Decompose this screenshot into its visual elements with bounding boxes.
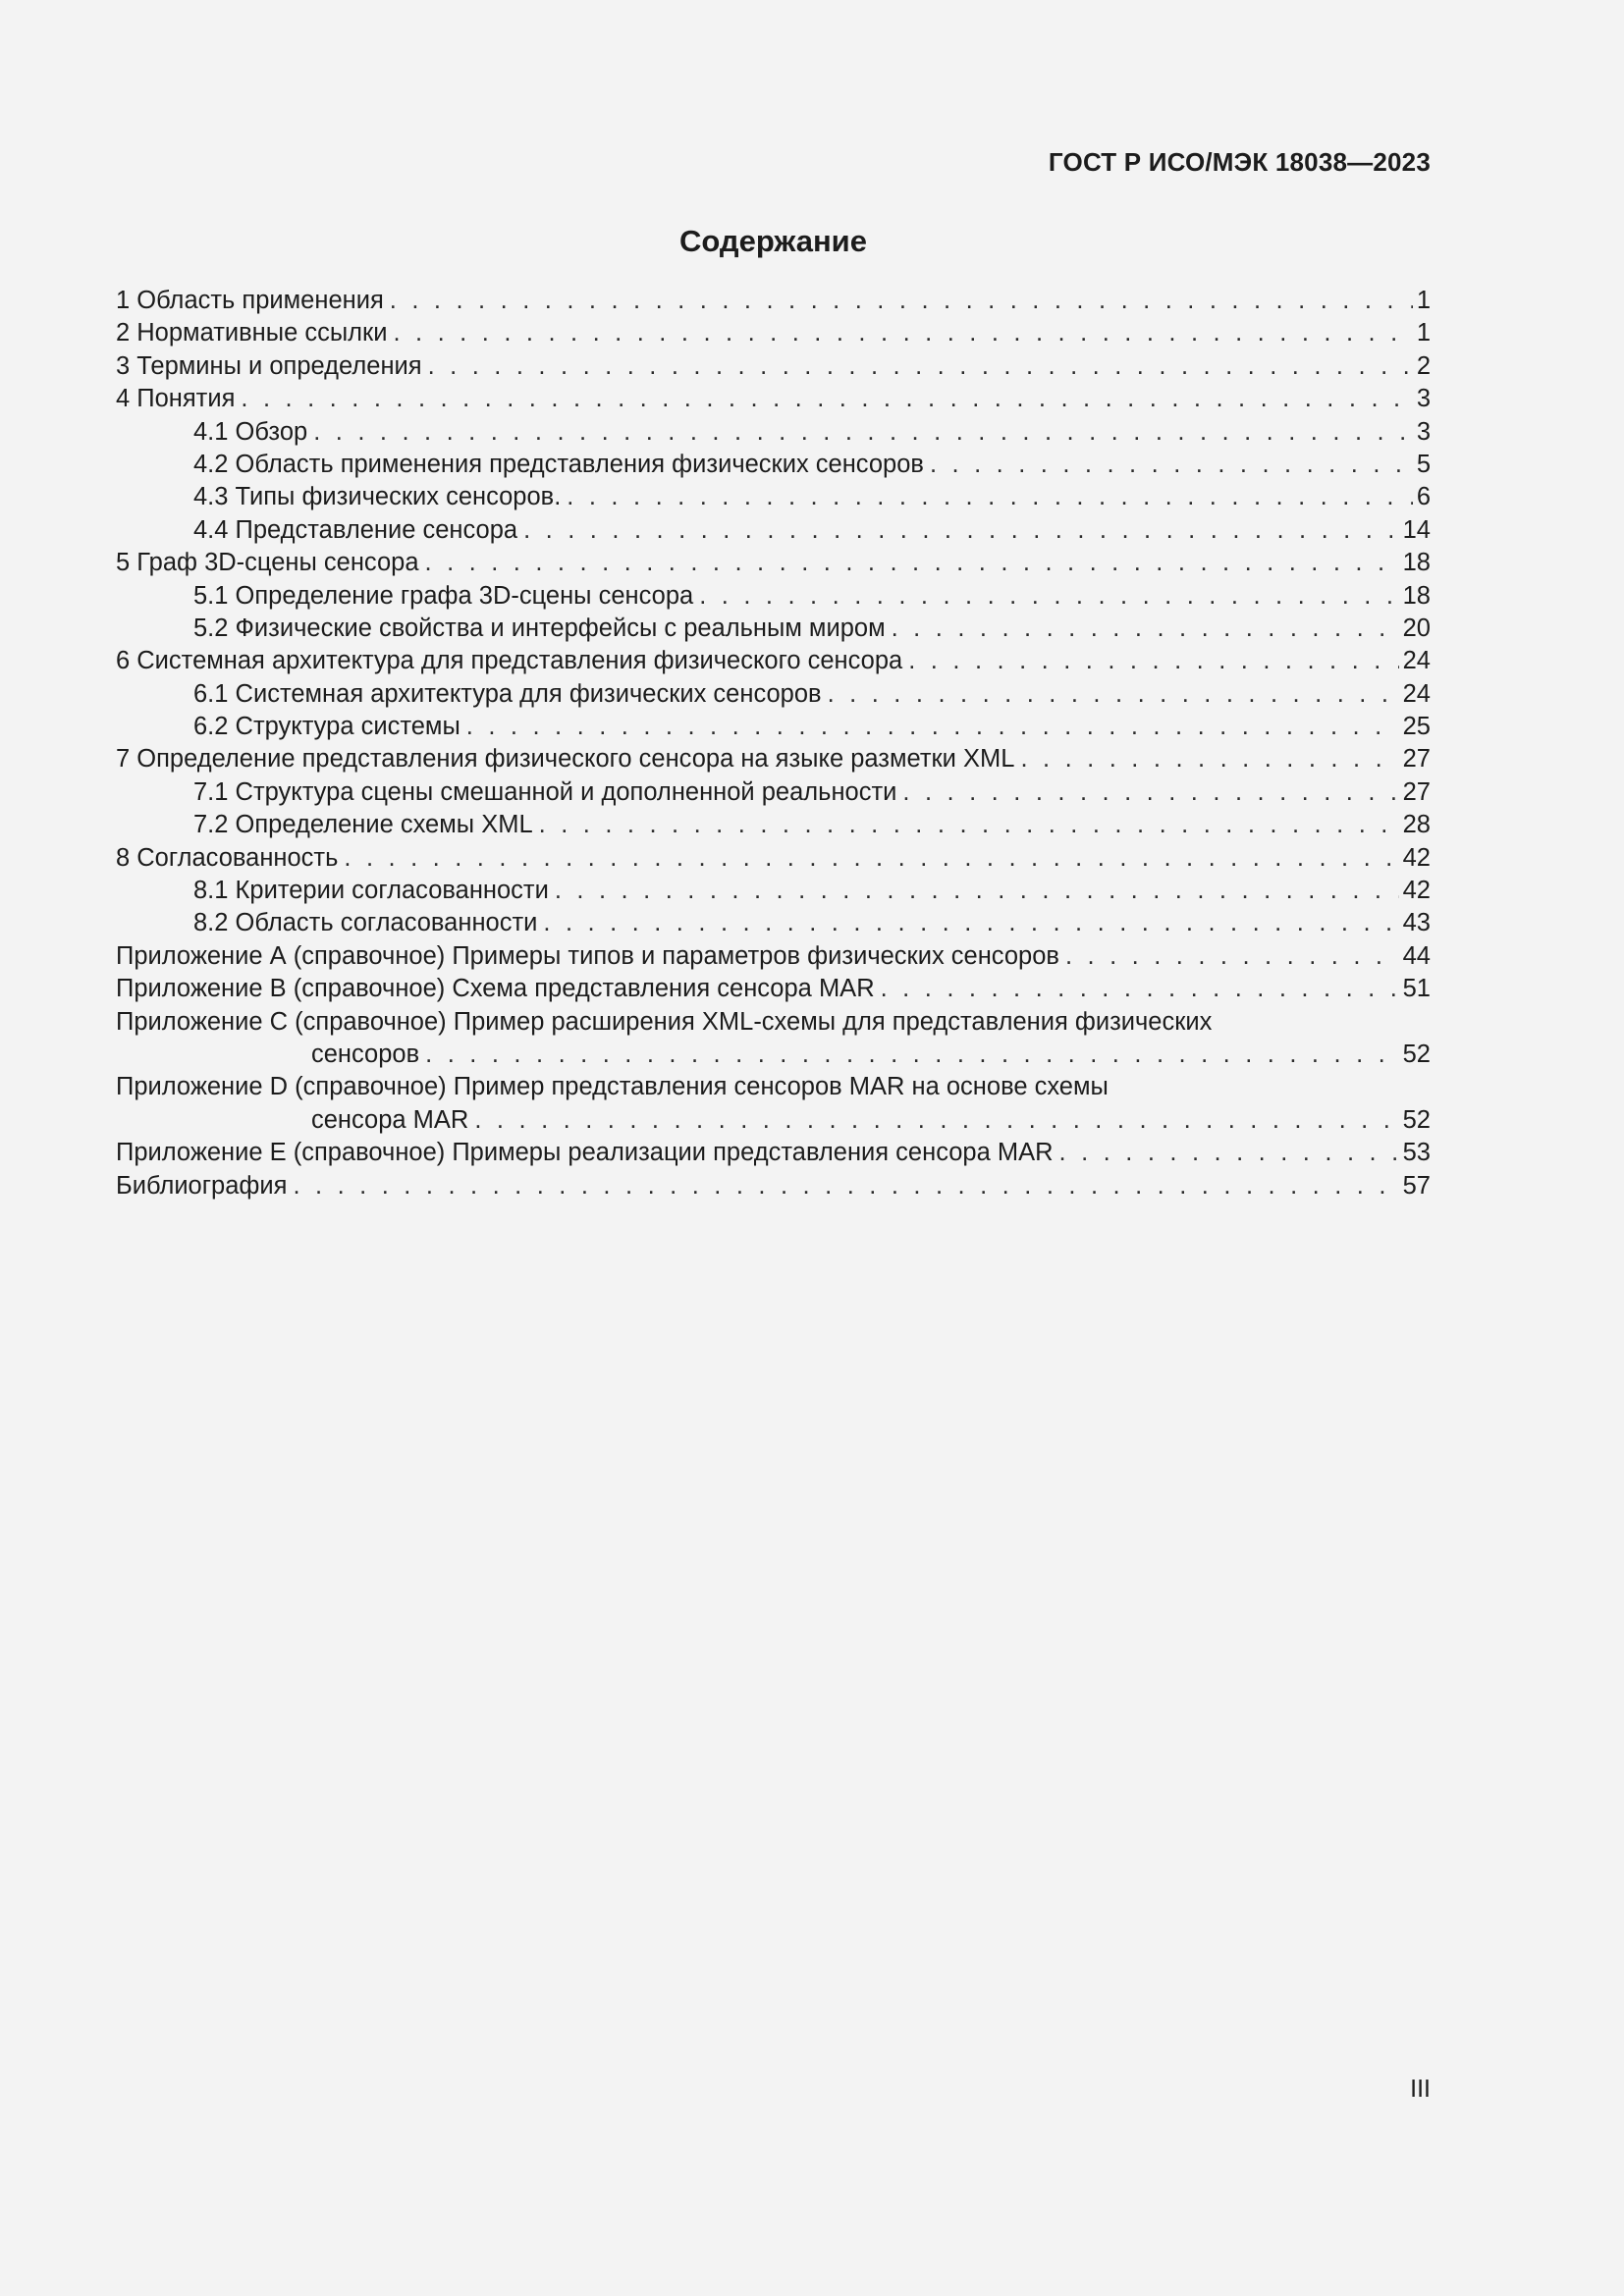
toc-entry[interactable] — [116, 547, 1431, 579]
toc-entry-label: 3 Термины и определения — [116, 351, 422, 380]
toc-leader-dots — [428, 350, 1413, 383]
toc-entry-page: 3 — [1416, 385, 1431, 413]
toc-entry-label: 7.1 Структура сцены смешанной и дополненной реальности — [193, 777, 897, 806]
toc-leader-dots — [523, 514, 1399, 547]
toc-leader-dots — [313, 416, 1413, 449]
toc-entry-label: 5.2 Физические свойства и интерфейсы с реальным миром — [193, 614, 886, 642]
toc-leader-dots — [1059, 1137, 1399, 1169]
toc-leader-dots — [881, 973, 1399, 1005]
document-code: ГОСТ Р ИСО/МЭК 18038—2023 — [1048, 147, 1431, 177]
toc-entry[interactable] — [116, 743, 1431, 775]
toc-entry-label: Библиография — [116, 1171, 288, 1200]
toc-entry-label: 4.4 Представление сенсора — [193, 515, 518, 544]
toc-subentry[interactable] — [116, 907, 1431, 939]
toc-entry-page: 42 — [1402, 843, 1431, 872]
toc-subentry[interactable] — [116, 416, 1431, 449]
toc-subentry[interactable] — [116, 711, 1431, 743]
toc-entry-appendix[interactable] — [116, 940, 1431, 973]
toc-entry-page: 5 — [1416, 450, 1431, 478]
toc-entry-label: 7 Определение представления физического сенсора на языке разметки XML — [116, 745, 1015, 774]
toc-leader-dots — [699, 580, 1398, 613]
toc-entry-label: 6.1 Системная архитектура для физических сенсоров — [193, 679, 822, 708]
toc-entry[interactable] — [116, 317, 1431, 349]
toc-entry-page: 27 — [1402, 745, 1431, 774]
table-of-contents — [116, 285, 1431, 1202]
toc-entry-page: 51 — [1402, 975, 1431, 1003]
toc-leader-dots — [567, 481, 1413, 513]
toc-entry-label: 2 Нормативные ссылки — [116, 319, 388, 347]
toc-leader-dots — [930, 449, 1413, 481]
toc-leader-dots — [390, 285, 1413, 317]
toc-subentry[interactable] — [116, 514, 1431, 547]
toc-leader-dots — [892, 613, 1399, 645]
toc-entry-label: 6.2 Структура системы — [193, 713, 460, 741]
toc-entry-page: 52 — [1402, 1040, 1431, 1068]
toc-entry[interactable] — [116, 383, 1431, 415]
toc-leader-dots — [293, 1170, 1398, 1202]
toc-leader-dots — [1020, 743, 1398, 775]
toc-entry-label: 7.2 Определение схемы XML — [193, 811, 533, 839]
toc-leader-dots — [425, 1039, 1398, 1071]
toc-entry-label: Приложение С (справочное) Пример расширения XML-схемы для представления физических — [116, 1007, 1213, 1036]
toc-entry-label-continued: сенсора MAR — [311, 1105, 469, 1134]
toc-subentry[interactable] — [116, 449, 1431, 481]
toc-subentry[interactable] — [116, 809, 1431, 841]
toc-leader-dots — [908, 645, 1398, 677]
toc-entry-label: Приложение Е (справочное) Примеры реализации представления сенсора MAR — [116, 1139, 1054, 1167]
toc-entry-label: 5.1 Определение графа 3D-сцены сенсора — [193, 581, 694, 610]
toc-entry-page: 24 — [1402, 647, 1431, 675]
toc-entry[interactable] — [116, 842, 1431, 875]
toc-entry[interactable] — [116, 350, 1431, 383]
toc-entry-page: 42 — [1402, 877, 1431, 905]
toc-entry[interactable] — [116, 645, 1431, 677]
toc-subentry[interactable] — [116, 580, 1431, 613]
toc-entry-page: 52 — [1402, 1105, 1431, 1134]
toc-leader-dots — [241, 383, 1412, 415]
toc-entry-page: 18 — [1402, 581, 1431, 610]
toc-leader-dots — [393, 317, 1412, 349]
toc-entry-page: 3 — [1416, 417, 1431, 446]
toc-entry-label: 4.1 Обзор — [193, 417, 308, 446]
toc-entry-label: 4.3 Типы физических сенсоров. — [193, 483, 562, 511]
toc-leader-dots — [555, 875, 1399, 907]
toc-entry-bibliography[interactable] — [116, 1170, 1431, 1202]
toc-entry-page: 20 — [1402, 614, 1431, 642]
toc-entry-page: 25 — [1402, 713, 1431, 741]
toc-subentry[interactable] — [116, 613, 1431, 645]
toc-entry-page: 44 — [1402, 941, 1431, 970]
toc-leader-dots — [539, 809, 1399, 841]
toc-leader-dots — [543, 907, 1398, 939]
toc-leader-dots — [1065, 940, 1399, 973]
toc-entry-appendix[interactable] — [116, 1071, 1431, 1137]
toc-entry-label: 8.1 Критерии согласованности — [193, 877, 549, 905]
toc-title: Содержание — [679, 224, 867, 258]
toc-subentry[interactable] — [116, 678, 1431, 711]
toc-entry-page: 6 — [1416, 483, 1431, 511]
toc-entry-label: 4.2 Область применения представления физических сенсоров — [193, 450, 924, 478]
toc-entry-page: 14 — [1402, 515, 1431, 544]
toc-leader-dots — [828, 678, 1399, 711]
toc-subentry[interactable] — [116, 875, 1431, 907]
toc-entry-page: 27 — [1402, 777, 1431, 806]
toc-entry-page: 53 — [1402, 1139, 1431, 1167]
toc-entry[interactable] — [116, 285, 1431, 317]
toc-entry-page: 1 — [1416, 319, 1431, 347]
toc-entry-page: 2 — [1416, 351, 1431, 380]
toc-leader-dots — [474, 1104, 1398, 1137]
toc-entry-appendix[interactable] — [116, 973, 1431, 1005]
toc-entry-page: 1 — [1416, 287, 1431, 314]
toc-entry-appendix[interactable] — [116, 1137, 1431, 1169]
toc-entry-label: 5 Граф 3D-сцены сенсора — [116, 549, 419, 577]
toc-entry-page: 18 — [1402, 549, 1431, 577]
toc-entry-label-continued: сенсоров — [311, 1040, 420, 1068]
toc-entry-label: 8.2 Область согласованности — [193, 909, 538, 937]
toc-entry-label: 8 Согласованность — [116, 843, 339, 872]
toc-entry-label: 6 Системная архитектура для представления физического сенсора — [116, 647, 903, 675]
toc-entry-page: 24 — [1402, 679, 1431, 708]
toc-entry-page: 43 — [1402, 909, 1431, 937]
toc-leader-dots — [902, 776, 1398, 809]
toc-entry-label: 4 Понятия — [116, 385, 236, 413]
toc-entry-label: Приложение В (справочное) Схема представления сенсора MAR — [116, 975, 875, 1003]
toc-entry-label: Приложение А (справочное) Примеры типов и параметров физических сенсоров — [116, 941, 1059, 970]
toc-entry-appendix[interactable] — [116, 1006, 1431, 1072]
toc-subentry[interactable] — [116, 481, 1431, 513]
toc-leader-dots — [425, 547, 1399, 579]
toc-leader-dots — [466, 711, 1399, 743]
page-number: III — [1410, 2075, 1431, 2103]
toc-entry-label: Приложение D (справочное) Пример представления сенсоров MAR на основе схемы — [116, 1073, 1109, 1101]
toc-subentry[interactable] — [116, 776, 1431, 809]
toc-entry-page: 57 — [1402, 1171, 1431, 1200]
toc-entry-page: 28 — [1402, 811, 1431, 839]
toc-leader-dots — [344, 842, 1398, 875]
toc-entry-label: 1 Область применения — [116, 287, 384, 314]
